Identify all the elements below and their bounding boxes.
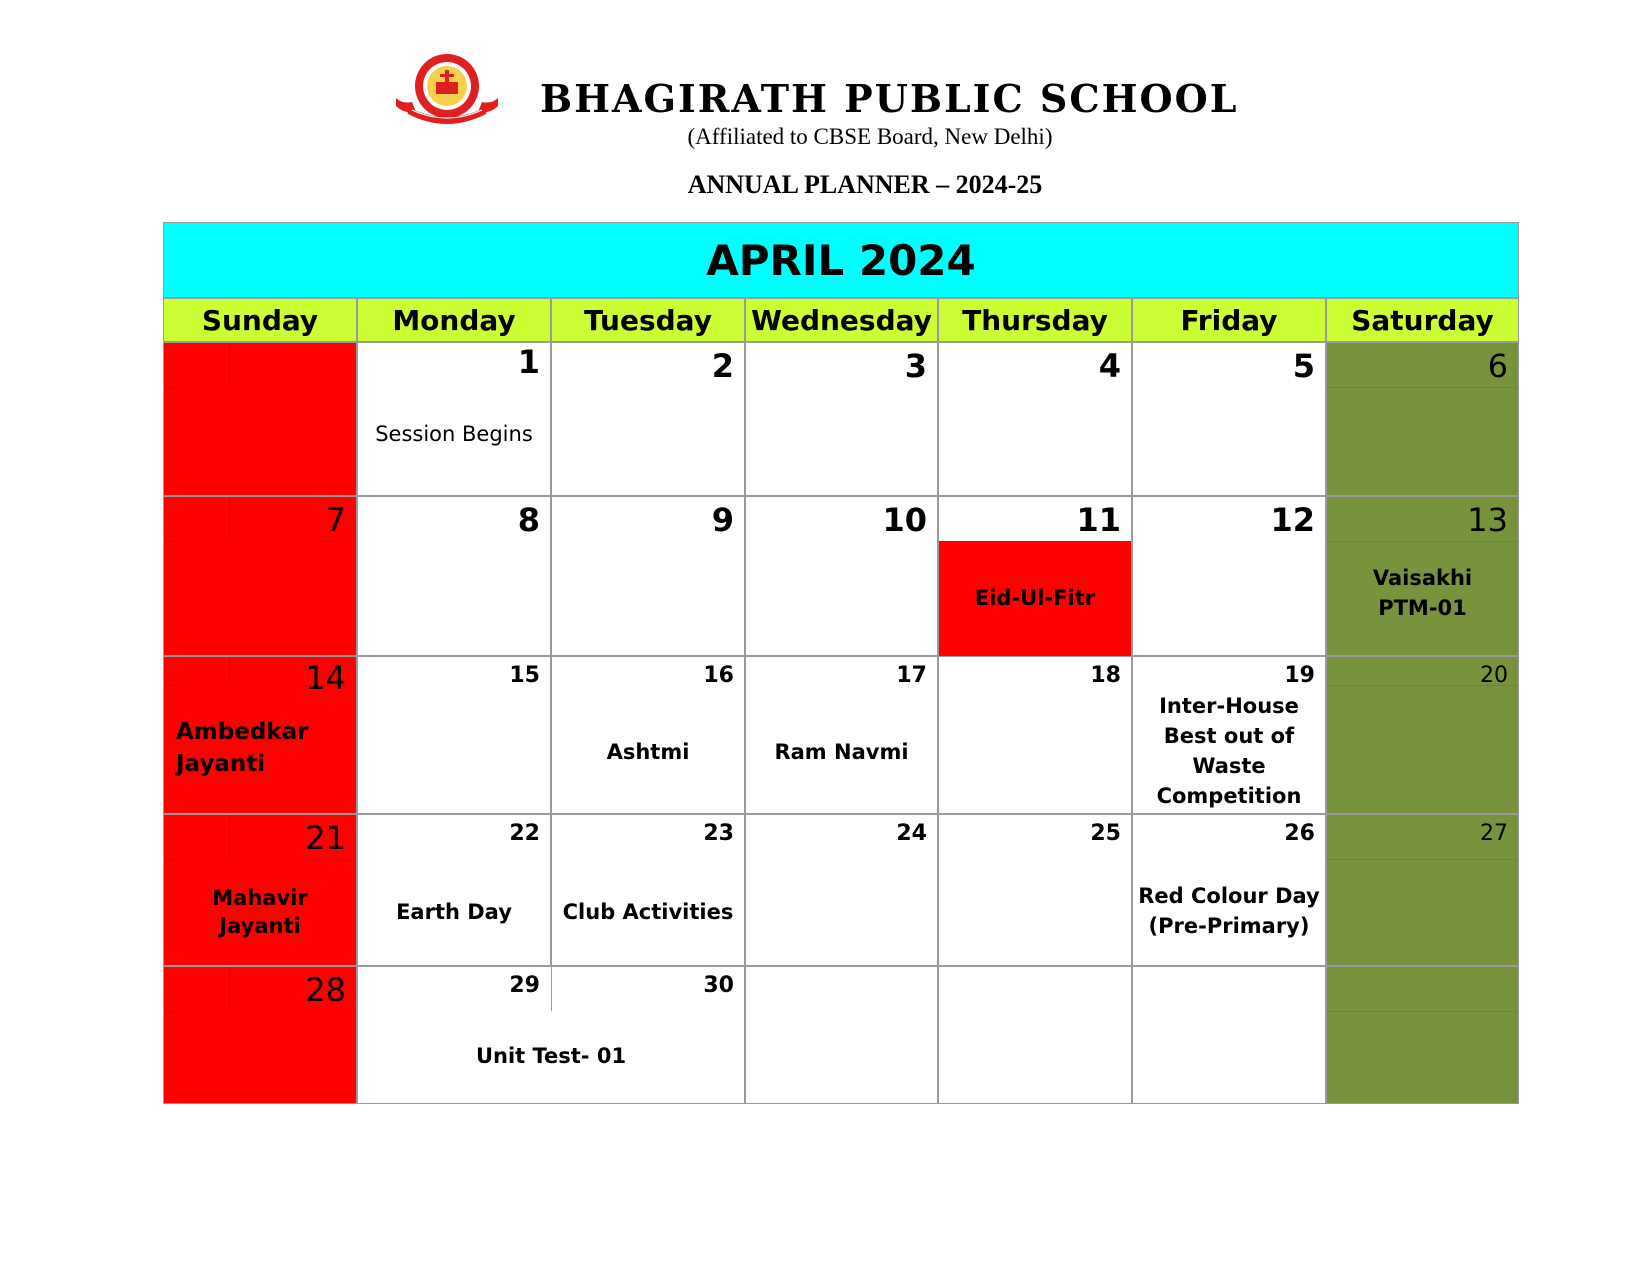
day-header-saturday: Saturday (1326, 298, 1519, 342)
event-label: Earth Day (396, 900, 512, 924)
date-number: 21 (305, 819, 346, 857)
cell-divider (164, 1011, 356, 1012)
planner-title: ANNUAL PLANNER – 2024-25 (687, 170, 1043, 199)
day-cell (357, 814, 551, 966)
date-number: 12 (1270, 501, 1315, 539)
date-number: 15 (509, 663, 540, 688)
event-label: Waste (1192, 754, 1266, 778)
day-cell (1326, 496, 1519, 656)
event-label: Best out of (1163, 724, 1295, 748)
day-cell (1326, 966, 1519, 1104)
day-cell (163, 496, 357, 656)
date-number: 11 (1076, 501, 1121, 539)
cell-divider (1327, 685, 1518, 686)
event-label: Mahavir (212, 886, 308, 910)
cell-divider (229, 497, 230, 541)
day-cell (745, 656, 938, 814)
event-label: PTM-01 (1378, 596, 1467, 620)
event-label: Unit Test- 01 (475, 1044, 627, 1068)
cell-divider (229, 657, 230, 685)
day-cell (163, 656, 357, 814)
day-cell (163, 814, 357, 966)
day-cell (938, 496, 1132, 656)
date-number: 10 (882, 501, 927, 539)
cell-divider (1327, 541, 1518, 542)
event-label: Jayanti (219, 914, 301, 938)
day-cell (1132, 814, 1326, 966)
school-name: BHAGIRATH PUBLIC SCHOOL (540, 76, 1239, 121)
day-cell (551, 342, 745, 496)
document-header (0, 0, 1650, 210)
day-cell (938, 966, 1132, 1104)
day-header-thursday: Thursday (938, 298, 1132, 342)
event-label: Club Activities (562, 900, 734, 924)
day-cell (357, 496, 551, 656)
date-number: 29 (509, 973, 540, 998)
date-number: 6 (1487, 347, 1508, 385)
day-cell (551, 814, 745, 966)
cell-divider (1327, 387, 1518, 388)
event-label: Vaisakhi (1372, 566, 1473, 590)
date-number: 14 (305, 659, 346, 697)
event-label: Ambedkar (176, 719, 309, 745)
month-calendar (163, 222, 1519, 1104)
event-label: (Pre-Primary) (1148, 914, 1310, 938)
cell-divider (1327, 859, 1518, 860)
cell-divider (164, 859, 356, 860)
date-number: 20 (1480, 663, 1508, 688)
day-cell (357, 656, 551, 814)
cell-divider (1327, 1011, 1518, 1012)
cell-divider (229, 815, 230, 859)
day-cell (745, 342, 938, 496)
date-number: 13 (1467, 501, 1508, 539)
day-cell (357, 342, 551, 496)
day-cell (745, 966, 938, 1104)
date-number: 25 (1090, 821, 1121, 846)
day-cell-merged (357, 966, 745, 1104)
day-cell (1132, 342, 1326, 496)
day-header-friday: Friday (1132, 298, 1326, 342)
month-title: APRIL 2024 (163, 222, 1519, 298)
date-number: 7 (325, 501, 346, 539)
date-number: 4 (1098, 347, 1121, 385)
date-number: 30 (703, 973, 734, 998)
cell-divider (229, 967, 230, 1011)
day-cell (163, 342, 357, 496)
date-number: 19 (1284, 663, 1315, 688)
day-header-monday: Monday (357, 298, 551, 342)
cell-divider (229, 343, 230, 387)
event-label: Session Begins (375, 422, 533, 446)
day-cell (745, 496, 938, 656)
day-cell (938, 814, 1132, 966)
event-label: Inter-House (1159, 694, 1299, 718)
date-number: 2 (711, 347, 734, 385)
day-header-sunday: Sunday (163, 298, 357, 342)
event-label: Eid-Ul-Fitr (974, 586, 1096, 610)
day-cell (551, 496, 745, 656)
date-number: 8 (517, 501, 540, 539)
date-number: 18 (1090, 663, 1121, 688)
date-number: 28 (305, 971, 346, 1009)
day-cell (163, 966, 357, 1104)
day-cell (1132, 656, 1326, 814)
day-cell (1326, 656, 1519, 814)
cell-divider (164, 541, 356, 542)
day-cell (551, 656, 745, 814)
cell-divider (164, 387, 356, 388)
day-cell (1326, 342, 1519, 496)
date-number: 5 (1292, 347, 1315, 385)
day-header-tuesday: Tuesday (551, 298, 745, 342)
event-label: Red Colour Day (1138, 884, 1320, 908)
cell-divider (551, 967, 552, 1011)
school-logo-icon (392, 52, 502, 126)
day-cell (1132, 966, 1326, 1104)
date-number: 17 (896, 663, 927, 688)
affiliation-text: (Affiliated to CBSE Board, New Delhi) (687, 124, 1053, 149)
date-number: 24 (896, 821, 927, 846)
day-cell (1132, 496, 1326, 656)
event-label: Ram Navmi (774, 740, 909, 764)
date-number: 22 (509, 821, 540, 846)
event-label: Competition (1156, 784, 1302, 808)
day-header-wednesday: Wednesday (745, 298, 938, 342)
date-number: 26 (1284, 821, 1315, 846)
date-number: 9 (711, 501, 734, 539)
event-label: Ashtmi (606, 740, 690, 764)
date-number: 1 (517, 343, 540, 381)
day-cell (938, 656, 1132, 814)
day-cell (1326, 814, 1519, 966)
day-cell (745, 814, 938, 966)
date-number: 16 (703, 663, 734, 688)
date-number: 23 (703, 821, 734, 846)
date-number: 3 (904, 347, 927, 385)
date-number: 27 (1480, 821, 1508, 846)
event-label: Jayanti (176, 751, 266, 777)
day-cell (938, 342, 1132, 496)
